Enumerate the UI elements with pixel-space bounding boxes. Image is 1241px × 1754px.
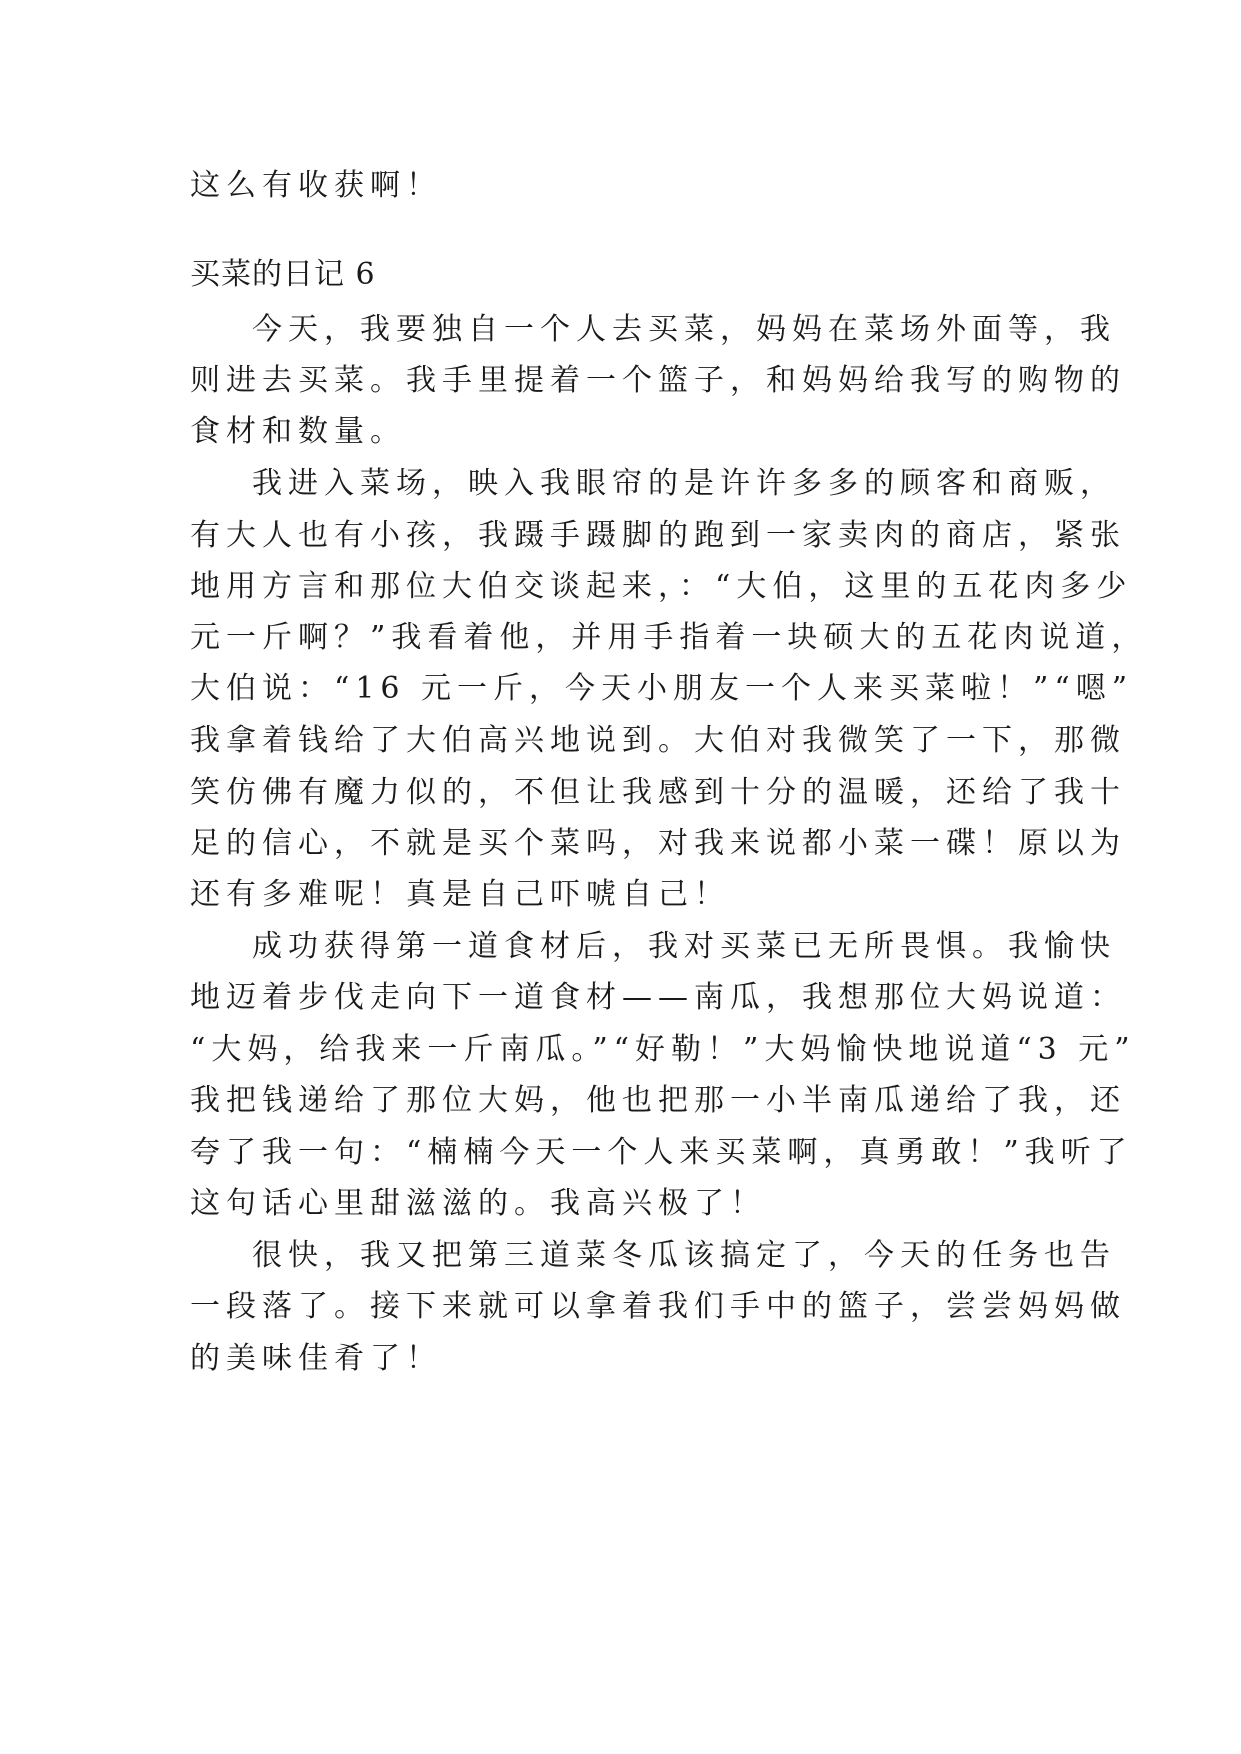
paragraph-2-line-5: 大伯说：“16 元一斤，今天小朋友一个人来买菜啦！”“嗯” <box>190 671 1134 706</box>
paragraph-3-line-2: 地迈着步伐走向下一道食材——南瓜，我想那位大妈说道： <box>190 980 1126 1015</box>
paragraph-2-line-2: 有大人也有小孩，我蹑手蹑脚的跑到一家卖肉的商店，紧张 <box>190 518 1126 553</box>
paragraph-2-line-1: 我进入菜场，映入我眼帘的是许许多多的顾客和商贩， <box>252 466 1116 501</box>
paragraph-3-line-3: “大妈，给我来一斤南瓜。”“好勒！”大妈愉快地说道“3 元” <box>190 1032 1136 1067</box>
paragraph-2-line-7: 笑仿佛有魔力似的，不但让我感到十分的温暖，还给了我十 <box>190 775 1126 810</box>
paragraph-1-line-1: 今天，我要独自一个人去买菜，妈妈在菜场外面等，我 <box>252 312 1116 347</box>
paragraph-3-line-4: 我把钱递给了那位大妈，他也把那一小半南瓜递给了我，还 <box>190 1083 1126 1118</box>
paragraph-2-line-9: 还有多难呢！真是自己吓唬自己！ <box>190 877 730 912</box>
paragraph-3-line-5: 夸了我一句：“楠楠今天一个人来买菜啊，真勇敢！”我听了 <box>190 1135 1133 1170</box>
paragraph-4-line-1: 很快，我又把第三道菜冬瓜该搞定了，今天的任务也告 <box>252 1238 1116 1273</box>
paragraph-3-line-6: 这句话心里甜滋滋的。我高兴极了！ <box>190 1186 766 1221</box>
paragraph-4-line-2: 一段落了。接下来就可以拿着我们手中的篮子，尝尝妈妈做 <box>190 1289 1126 1324</box>
paragraph-2-line-3: 地用方言和那位大伯交谈起来，：“大伯，这里的五花肉多少 <box>190 569 1133 604</box>
paragraph-1-line-2: 则进去买菜。我手里提着一个篮子，和妈妈给我写的购物的 <box>190 363 1126 398</box>
paragraph-1-line-3: 食材和数量。 <box>190 414 406 449</box>
paragraph-4-line-3: 的美味佳肴了！ <box>190 1341 442 1376</box>
paragraph-2-line-6: 我拿着钱给了大伯高兴地说到。大伯对我微笑了一下，那微 <box>190 723 1126 758</box>
paragraph-2-line-4: 元一斤啊？”我看着他，并用手指着一块硕大的五花肉说道， <box>190 620 1148 655</box>
paragraph-3-line-1: 成功获得第一道食材后，我对买菜已无所畏惧。我愉快 <box>252 929 1116 964</box>
section-title: 买菜的日记 6 <box>190 257 376 292</box>
paragraph-2-line-8: 足的信心，不就是买个菜吗，对我来说都小菜一碟！原以为 <box>190 826 1126 861</box>
carryover-line: 这么有收获啊！ <box>190 168 442 203</box>
